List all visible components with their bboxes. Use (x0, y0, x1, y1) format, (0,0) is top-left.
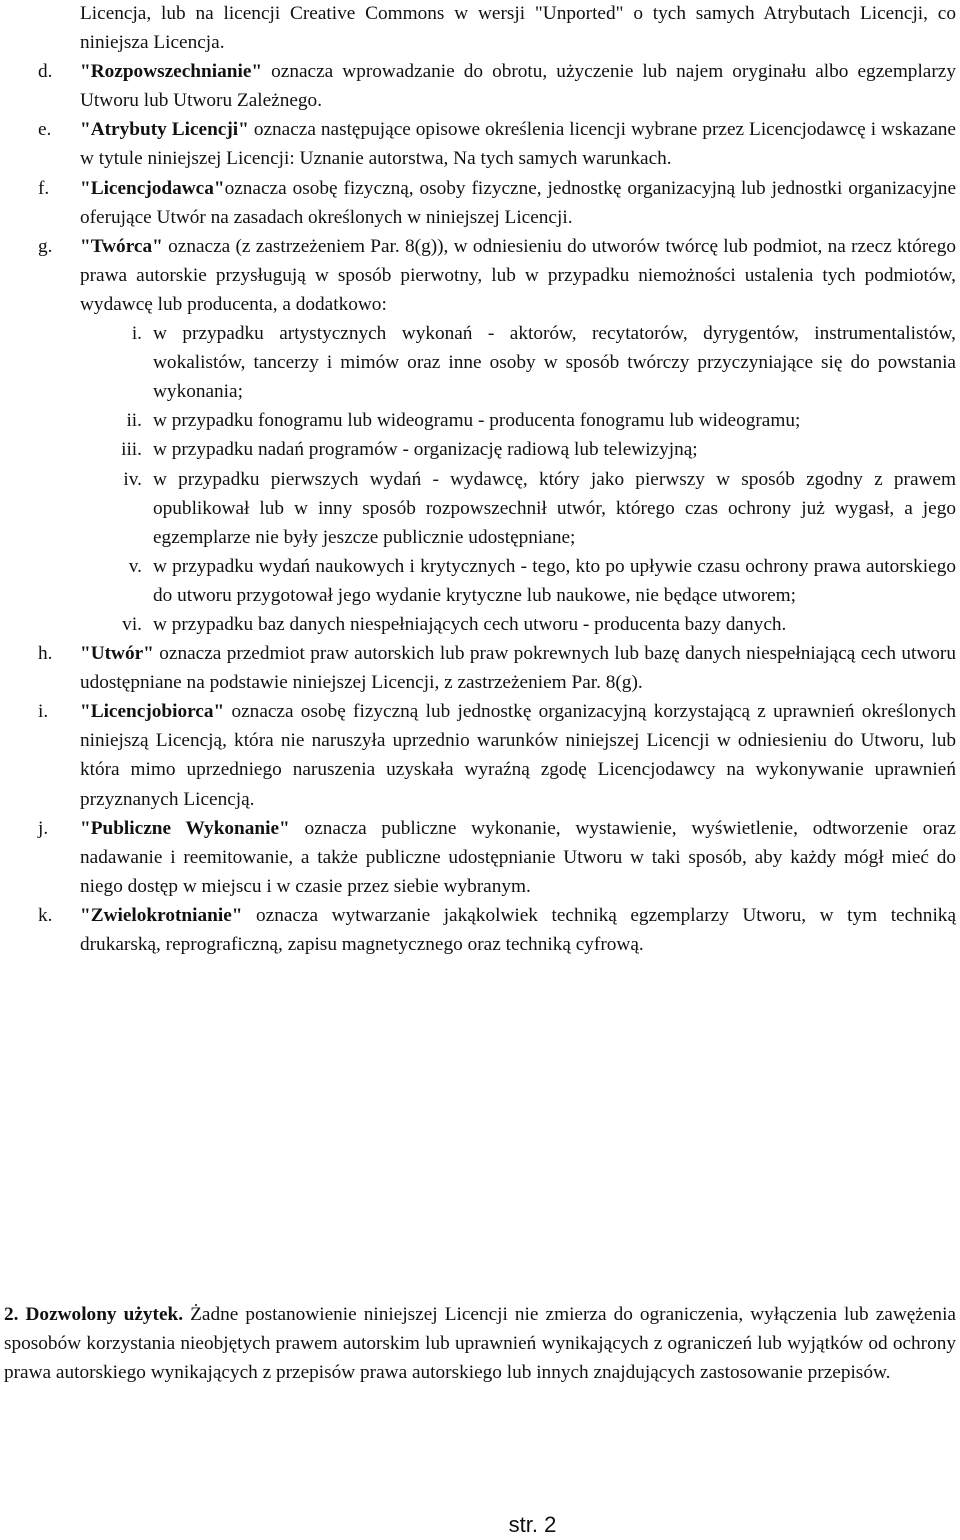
definition-marker: k. (38, 904, 53, 926)
definition-i (0, 697, 960, 813)
page-number: str. 2 (508, 1512, 557, 1537)
definition-text: oznacza następujące opisowe określenia licencji wybrane przez Licencjodawcę i wskazane w tytule niniejszej Licencji: Uznanie autorstwa, Na tych samych warunkach. (80, 119, 956, 170)
definition-f (0, 174, 960, 232)
definition-text: oznacza przedmiot praw autorskich lub praw pokrewnych lub bazę danych niespełniającą cech utworu udostępniane na podstawie niniejszej Licencji, z zastrzeżeniem Par. 8(g). (80, 643, 956, 694)
definition-text: oznacza osobę fizyczną, osoby fizyczne, jednostkę organizacyjną lub jednostki organizacyjne oferujące Utwór na zasadach określonych w niniejszej Licencji. (80, 177, 956, 228)
sublist-text: w przypadku fonogramu lub wideogramu - producenta fonogramu lub wideogramu; (153, 410, 801, 432)
sublist-text: w przypadku pierwszych wydań - wydawcę, który jako pierwszy w sposób zgodny z prawem opublikował lub w inny sposób rozpowszechnił utwór, którego czas ochrony już wygasł, a jego egzemplarze nie były jeszcze publicznie udostępniane; (153, 468, 956, 548)
definition-marker: e. (38, 119, 52, 141)
definition-term: "Utwór" (80, 643, 154, 665)
sublist-item-iii (0, 435, 960, 464)
definition-marker: d. (38, 61, 53, 83)
definition-text: oznacza osobę fizyczną lub jednostkę organizacyjną korzystającą z uprawnień określonych niniejszą Licencją, która nie naruszyła uprzednio warunków niniejszej Licencji w odniesieniu do Utworu, lub która mimo uprzedniego naruszenia uzyskała wyraźną zgodę Licencjodawcy na wykonywanie uprawnień przyznanych Licencją. (80, 701, 956, 810)
sublist-item-iv (0, 465, 960, 552)
definition-g-sublist (0, 319, 960, 639)
sublist-marker: iii. (121, 439, 142, 461)
definition-term: "Licencjodawca" (80, 177, 225, 199)
definition-term: "Twórca" (80, 235, 163, 257)
definition-j (0, 814, 960, 901)
sublist-text: w przypadku artystycznych wykonań - aktorów, recytatorów, dyrygentów, instrumentalistów, wokalistów, tancerzy i mimów oraz inne osoby w sposób twórczy przyczyniające się do powstania wykonania; (153, 323, 956, 403)
intro-text: Licencja, lub na licencji Creative Commons w wersji "Unported" o tych samych Atrybutach Licencji, co niniejsza Licencja. (80, 3, 956, 54)
definition-marker: i. (38, 701, 49, 723)
definition-term: "Zwielokrotnianie" (80, 904, 243, 926)
sublist-marker: vi. (122, 613, 142, 635)
sublist-marker: v. (128, 555, 142, 577)
definition-text: oznacza wprowadzanie do obrotu, użyczenie lub najem oryginału albo egzemplarzy Utworu lub Utworu Zależnego. (80, 61, 956, 112)
definition-d (0, 57, 960, 115)
definition-term: "Rozpowszechnianie" (80, 61, 263, 83)
definition-marker: j. (38, 817, 49, 839)
definition-text: oznacza publiczne wykonanie, wystawienie, wyświetlenie, odtworzenie oraz nadawanie i reemitowanie, a także publiczne udostępnianie Utworu w taki sposób, aby każdy mógł mieć do niego dostęp w miejscu i w czasie przez siebie wybranym. (80, 817, 956, 897)
definition-marker: h. (38, 643, 53, 665)
definition-term: "Atrybuty Licencji" (80, 119, 249, 141)
definition-k (0, 901, 960, 959)
sublist-item-vi (0, 610, 960, 639)
definition-term: "Publiczne Wykonanie" (80, 817, 290, 839)
sublist-item-v (0, 552, 960, 610)
sublist-text: w przypadku baz danych niespełniających cech utworu - producenta bazy danych. (153, 613, 787, 635)
definition-g (0, 232, 960, 319)
sublist-item-i (0, 319, 960, 406)
section-dozwolony-uzytek (4, 1300, 956, 1387)
intro-paragraph (0, 0, 960, 57)
definition-text: oznacza wytwarzanie jakąkolwiek techniką egzemplarzy Utworu, w tym techniką drukarską, reprograficzną, zapisu magnetycznego oraz techniką cyfrową. (80, 904, 956, 955)
definition-marker: g. (38, 235, 53, 257)
sublist-text: w przypadku wydań naukowych i krytycznych - tego, kto po upływie czasu ochrony prawa autorskiego do utworu przygotował jego wydanie krytyczne lub naukowe, nie będące utworem; (153, 555, 956, 606)
sublist-marker: ii. (126, 410, 142, 432)
sublist-text: w przypadku nadań programów - organizację radiową lub telewizyjną; (153, 439, 698, 461)
sublist-marker: i. (131, 323, 142, 345)
sublist-marker: iv. (123, 468, 142, 490)
definition-marker: f. (38, 177, 50, 199)
definition-e (0, 115, 960, 173)
section-text: Żadne postanowienie niniejszej Licencji nie zmierza do ograniczenia, wyłączenia lub zawężenia sposobów korzystania nieobjętych prawem autorskim lub uprawnień wynikających z ograniczeń lub wyjątków od ochrony prawa autorskiego wynikających z przepisów prawa autorskiego lub innych znajdujących zastosowanie przepisów. (4, 1304, 956, 1384)
sublist-item-ii (0, 406, 960, 435)
section-title: 2. Dozwolony użytek. (4, 1304, 184, 1325)
definition-text: oznacza (z zastrzeżeniem Par. 8(g)), w odniesieniu do utworów twórcę lub podmiot, na rzecz którego prawa autorskie przysługują w sposób pierwotny, lub w przypadku niemożności ustalenia tych podmiotów, wydawcę lub producenta, a dodatkowo: (80, 235, 956, 315)
definition-h (0, 639, 960, 697)
definition-term: "Licencjobiorca" (80, 701, 225, 723)
